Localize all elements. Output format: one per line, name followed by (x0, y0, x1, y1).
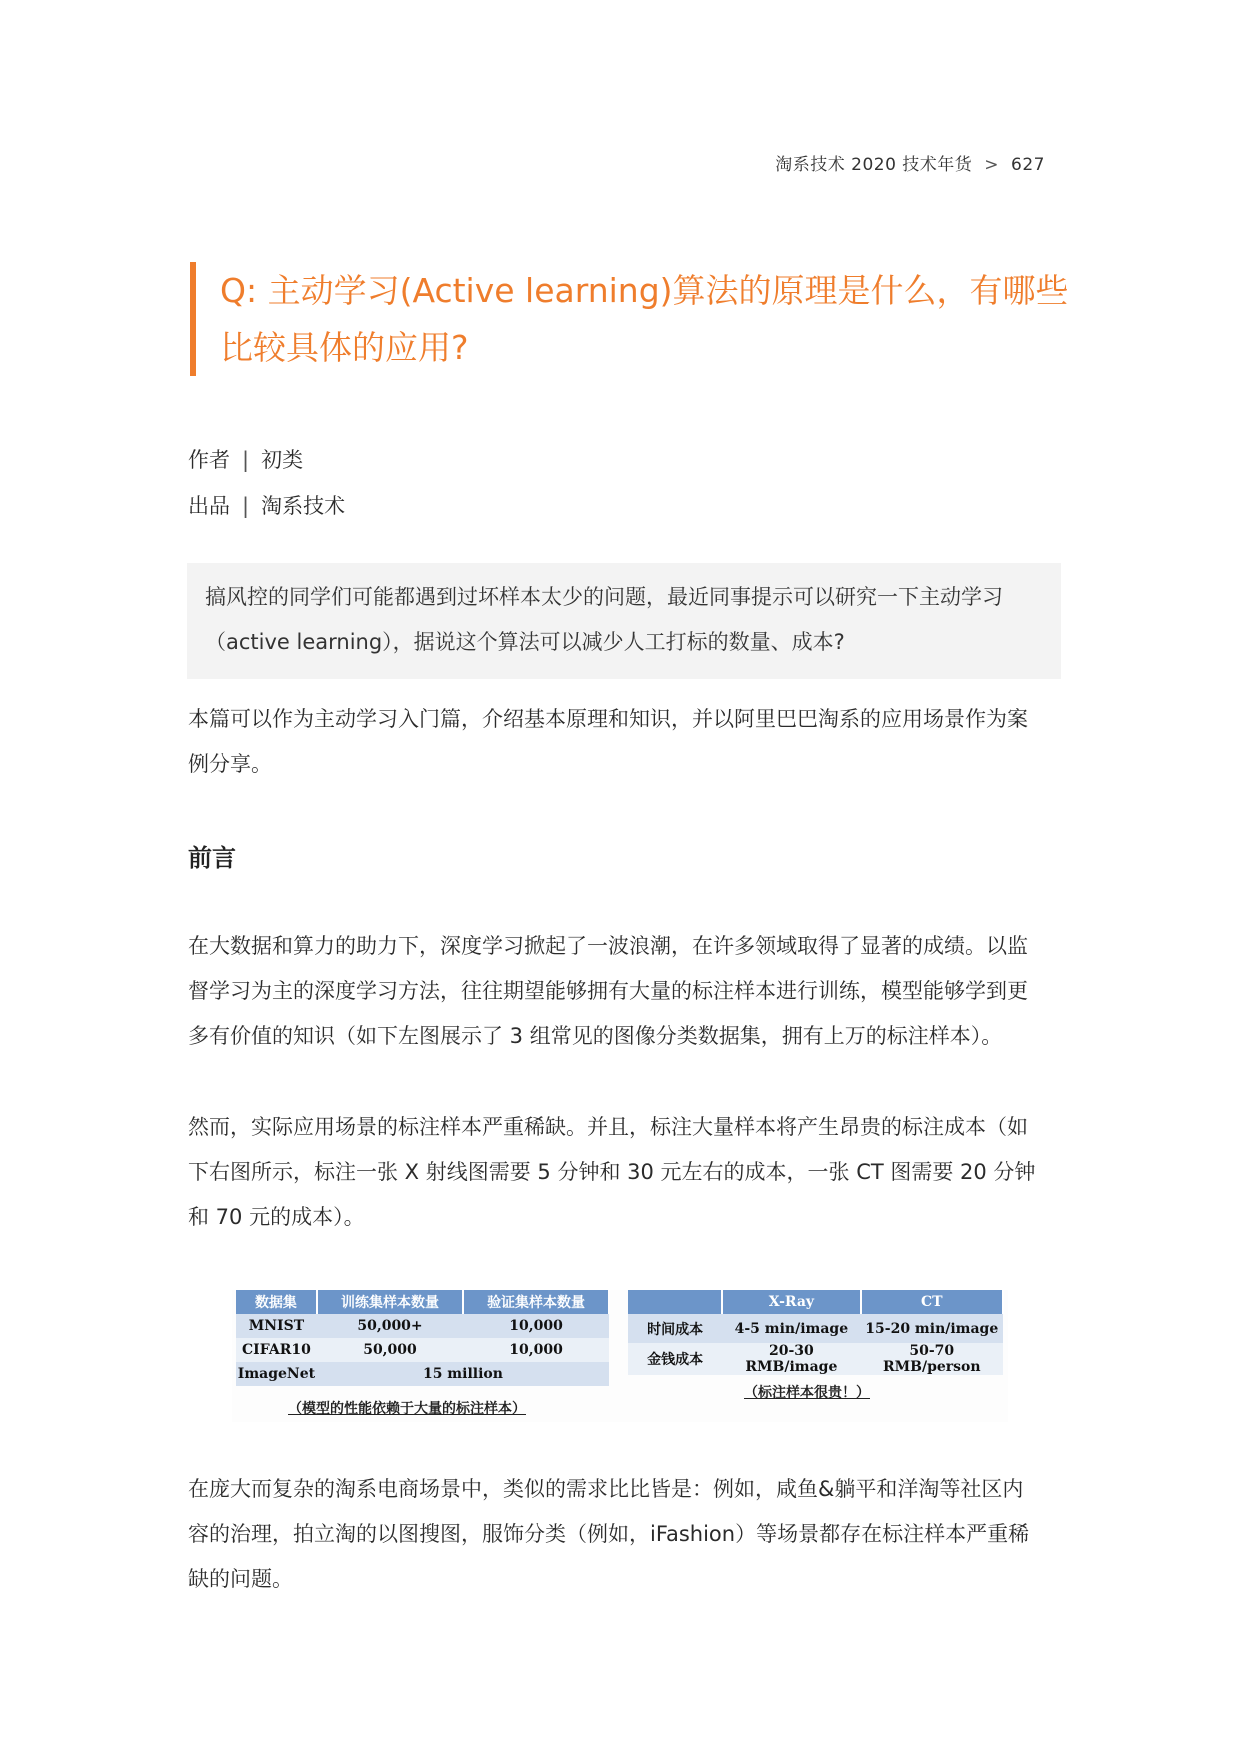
article-meta (188, 437, 345, 529)
table-cell: 50,000 (317, 1338, 463, 1362)
paragraph-3-line-3: 缺的问题。 (188, 1567, 293, 1591)
meta-bar: | (242, 448, 250, 472)
table-header-cell: 数据集 (236, 1290, 317, 1314)
table-header-cell: X-Ray (722, 1290, 860, 1314)
table-row (236, 1338, 609, 1362)
dataset-size-table (236, 1290, 610, 1386)
paragraph-3-line-1: 在庞大而复杂的淘系电商场景中，类似的需求比比皆是：例如，咸鱼&躺平和洋淘等社区内 (188, 1477, 1024, 1501)
paragraph-3-line-2: 容的治理，拍立淘的以图搜图，服饰分类（例如，iFashion）等场景都存在标注样本严重稀 (188, 1522, 1030, 1546)
table-cell: 10,000 (463, 1338, 609, 1362)
table-row (236, 1314, 609, 1338)
source-line (188, 483, 345, 529)
paragraph-1-line-1: 在大数据和算力的助力下，深度学习掀起了一波浪潮，在许多领域取得了显著的成绩。以监 (188, 934, 1028, 958)
author-line (188, 437, 345, 483)
source-name: 淘系技术 (261, 494, 346, 518)
table-cell: 15-20 min/image (861, 1314, 1003, 1343)
table-row (236, 1362, 609, 1386)
table-cell: 时间成本 (628, 1314, 722, 1343)
paragraph-2-line-1: 然而，实际应用场景的标注样本严重稀缺。并且，标注大量样本将产生昂贵的标注成本（如 (188, 1115, 1028, 1139)
section-heading: 前言 (188, 844, 236, 872)
question-title-block (190, 262, 1080, 376)
intro-line-2: 例分享。 (188, 752, 272, 776)
book-title: 淘系技术 2020 技术年货 (775, 155, 973, 175)
paragraph-1 (188, 924, 1056, 1059)
paragraph-1-line-3: 多有价值的知识（如下左图展示了 3 组常见的图像分类数据集，拥有上万的标注样本）。 (188, 1024, 1003, 1048)
author-label: 作者 (188, 448, 230, 472)
table-cell: 20-30 RMB/image (722, 1343, 860, 1375)
quote-line-2: （active learning），据说这个算法可以减少人工打标的数量、成本? (205, 630, 845, 654)
table-cell: 金钱成本 (628, 1343, 722, 1375)
meta-bar: | (242, 494, 250, 518)
table-row (628, 1314, 1003, 1343)
table-header-cell: CT (861, 1290, 1003, 1314)
question-title-line-1: Q: 主动学习(Active learning)算法的原理是什么，有哪些 (220, 271, 1069, 310)
paragraph-2-line-2: 下右图所示，标注一张 X 射线图需要 5 分钟和 30 元左右的成本，一张 CT 图需要 20 分钟 (188, 1160, 1036, 1184)
paragraph-1-line-2: 督学习为主的深度学习方法，往往期望能够拥有大量的标注样本进行训练，模型能够学到更 (188, 979, 1028, 1003)
paragraph-2-line-3: 和 70 元的成本）。 (188, 1205, 365, 1229)
annotation-cost-figure (232, 1290, 1008, 1422)
table-header-cell: 训练集样本数量 (317, 1290, 463, 1314)
labeling-cost-table (628, 1290, 1004, 1375)
running-header (775, 150, 1045, 175)
header-separator: > (984, 155, 1000, 175)
author-name: 初类 (261, 448, 304, 472)
table-cell: CIFAR10 (236, 1338, 317, 1362)
right-table-caption: （标注样本很贵！） (744, 1385, 870, 1401)
intro-paragraph (188, 697, 1056, 787)
intro-line-1: 本篇可以作为主动学习入门篇，介绍基本原理和知识，并以阿里巴巴淘系的应用场景作为案 (188, 707, 1028, 731)
paragraph-3 (188, 1467, 1056, 1602)
table-cell: 50-70 RMB/person (861, 1343, 1003, 1375)
question-quote-box (187, 563, 1061, 679)
table-cell: 15 million (317, 1362, 609, 1386)
table-cell: 10,000 (463, 1314, 609, 1338)
table-cell: MNIST (236, 1314, 317, 1338)
table-header-cell: 验证集样本数量 (463, 1290, 609, 1314)
table-cell: 50,000+ (317, 1314, 463, 1338)
paragraph-2 (188, 1105, 1056, 1240)
quote-line-1: 搞风控的同学们可能都遇到过坏样本太少的问题，最近同事提示可以研究一下主动学习 (205, 585, 1003, 609)
left-table-caption: （模型的性能依赖于大量的标注样本） (288, 1401, 526, 1417)
table-cell: ImageNet (236, 1362, 317, 1386)
table-cell: 4-5 min/image (722, 1314, 860, 1343)
table-header-cell (628, 1290, 722, 1314)
table-row (628, 1343, 1003, 1375)
question-title-line-2: 比较具体的应用? (220, 328, 469, 367)
page-number: 627 (1011, 155, 1045, 175)
source-label: 出品 (188, 494, 230, 518)
